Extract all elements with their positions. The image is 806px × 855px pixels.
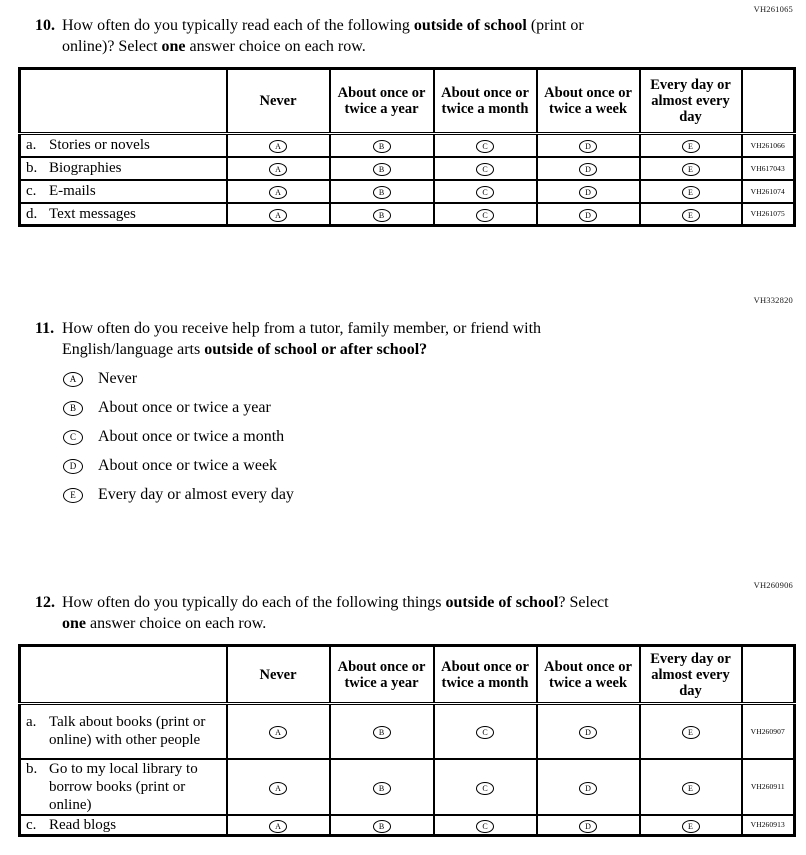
q12-row-c: [20, 815, 795, 836]
col-header-month: About once or twice a month: [434, 69, 537, 134]
choice-bubble-d[interactable]: D: [579, 726, 597, 739]
choice-bubble-e[interactable]: E: [682, 820, 700, 833]
question-10-text: [62, 15, 752, 57]
question-text-segment: ? Select: [558, 594, 609, 611]
question-text-bold: outside of school or after school?: [204, 341, 428, 358]
row-label: E-mails: [49, 183, 96, 199]
table-corner-cell: [20, 646, 227, 704]
col-header-month: About once or twice a month: [434, 646, 537, 704]
q11-option-never: [63, 371, 294, 387]
q10-accession-code: VH261065: [753, 4, 793, 14]
q12-response-table: [18, 644, 796, 837]
q12-row-b: [20, 759, 795, 815]
choice-bubble-d[interactable]: D: [579, 163, 597, 176]
question-10-number: 10.: [35, 17, 55, 34]
question-text-segment: How often do you typically read each of the following: [62, 17, 414, 34]
q11-options: [63, 371, 294, 516]
q12-header-row: [20, 646, 795, 704]
choice-bubble-c[interactable]: C: [63, 430, 83, 445]
choice-bubble-d[interactable]: D: [579, 820, 597, 833]
row-label-cell: [20, 157, 227, 180]
choice-bubble-e[interactable]: E: [682, 782, 700, 795]
choice-bubble-d[interactable]: D: [579, 782, 597, 795]
question-12-number: 12.: [35, 594, 55, 611]
question-12-text: [62, 592, 752, 634]
choice-bubble-e[interactable]: E: [682, 186, 700, 199]
choice-bubble-a[interactable]: A: [269, 820, 287, 833]
choice-bubble-e[interactable]: E: [682, 209, 700, 222]
row-accession-code: VH260907: [742, 704, 795, 759]
q11-option-month: [63, 429, 294, 445]
choice-bubble-a[interactable]: A: [269, 209, 287, 222]
choice-bubble-c[interactable]: C: [476, 163, 494, 176]
col-header-everyday: Every day or almost every day: [640, 646, 742, 704]
row-label-cell: [20, 704, 227, 759]
row-letter: c.: [26, 183, 37, 199]
choice-bubble-b[interactable]: B: [373, 163, 391, 176]
question-text-segment: English/language arts: [62, 341, 205, 358]
q10-row-c: [20, 180, 795, 203]
question-text-segment: How often do you receive help from a tutor, family member, or friend with: [62, 320, 542, 337]
choice-bubble-a[interactable]: A: [269, 186, 287, 199]
q10-row-a: [20, 134, 795, 157]
q11-option-everyday: [63, 487, 294, 503]
choice-bubble-d[interactable]: D: [579, 186, 597, 199]
question-11-number: 11.: [35, 320, 55, 337]
row-letter: a.: [26, 137, 37, 154]
q10-row-d: [20, 203, 795, 226]
q10-response-table: [18, 67, 796, 227]
choice-bubble-a[interactable]: A: [269, 140, 287, 153]
row-label: Text messages: [49, 205, 136, 222]
question-text-bold: one: [62, 615, 86, 632]
choice-bubble-d[interactable]: D: [63, 459, 83, 474]
choice-bubble-e[interactable]: E: [682, 726, 700, 739]
choice-bubble-a[interactable]: A: [269, 782, 287, 795]
row-accession-code: VH260913: [742, 815, 795, 836]
row-accession-code: VH261075: [742, 203, 795, 226]
option-label: About once or twice a month: [98, 428, 285, 445]
row-letter: d.: [26, 205, 38, 222]
choice-bubble-b[interactable]: B: [373, 726, 391, 739]
choice-bubble-b[interactable]: B: [373, 820, 391, 833]
row-letter: c.: [26, 816, 37, 833]
choice-bubble-a[interactable]: A: [63, 372, 83, 387]
choice-bubble-c[interactable]: C: [476, 726, 494, 739]
row-letter: b.: [26, 160, 38, 176]
choice-bubble-b[interactable]: B: [373, 782, 391, 795]
question-12: [35, 592, 752, 634]
option-label: About once or twice a week: [98, 457, 278, 474]
choice-bubble-e[interactable]: E: [682, 163, 700, 176]
q10-header-row: [20, 69, 795, 134]
choice-bubble-e[interactable]: E: [63, 488, 83, 503]
row-label-cell: [20, 759, 227, 815]
col-header-everyday: Every day or almost every day: [640, 69, 742, 134]
choice-bubble-c[interactable]: C: [476, 209, 494, 222]
choice-bubble-b[interactable]: B: [373, 140, 391, 153]
q12-accession-code: VH260906: [753, 580, 793, 590]
col-header-week: About once or twice a week: [537, 646, 640, 704]
question-text-segment: online)? Select: [62, 38, 162, 55]
row-label-cell: [20, 180, 227, 203]
question-10: [35, 15, 752, 57]
question-text-segment: answer choice on each row.: [185, 38, 366, 55]
choice-bubble-c[interactable]: C: [476, 140, 494, 153]
q12-row-a: [20, 704, 795, 759]
row-label-cell: [20, 134, 227, 157]
choice-bubble-c[interactable]: C: [476, 820, 494, 833]
choice-bubble-a[interactable]: A: [269, 726, 287, 739]
row-letter: a.: [26, 714, 37, 731]
col-header-week: About once or twice a week: [537, 69, 640, 134]
choice-bubble-e[interactable]: E: [682, 140, 700, 153]
col-header-never: Never: [227, 69, 330, 134]
question-text-bold: one: [161, 38, 186, 55]
question-text-segment: answer choice on each row.: [86, 615, 267, 632]
choice-bubble-d[interactable]: D: [579, 209, 597, 222]
choice-bubble-b[interactable]: B: [63, 401, 83, 416]
question-11: [35, 318, 752, 360]
choice-bubble-b[interactable]: B: [373, 209, 391, 222]
choice-bubble-d[interactable]: D: [579, 140, 597, 153]
table-corner-cell: [20, 69, 227, 134]
row-accession-code: VH261074: [742, 180, 795, 203]
row-accession-code: VH261066: [742, 134, 795, 157]
code-column-header: [742, 646, 795, 704]
q11-accession-code: VH332820: [753, 295, 793, 305]
question-text-segment: How often do you typically do each of the following things: [62, 594, 446, 611]
row-label: Go to my local library to borrow books (print or online): [49, 760, 198, 813]
row-accession-code: VH260911: [742, 759, 795, 815]
row-label: Biographies: [49, 160, 122, 176]
question-text-bold: outside of school: [445, 594, 559, 611]
row-accession-code: VH617043: [742, 157, 795, 180]
choice-bubble-b[interactable]: B: [373, 186, 391, 199]
question-text-segment: (print or: [526, 17, 584, 34]
code-column-header: [742, 69, 795, 134]
q11-option-year: [63, 400, 294, 416]
option-label: Never: [98, 370, 138, 387]
col-header-never: Never: [227, 646, 330, 704]
choice-bubble-c[interactable]: C: [476, 782, 494, 795]
question-text-bold: outside of school: [413, 17, 527, 34]
option-label: Every day or almost every day: [98, 486, 294, 503]
q11-option-week: [63, 458, 294, 474]
row-letter: b.: [26, 760, 38, 777]
col-header-year: About once or twice a year: [330, 646, 434, 704]
choice-bubble-c[interactable]: C: [476, 186, 494, 199]
q10-row-b: [20, 157, 795, 180]
row-label-cell: [20, 815, 227, 836]
row-label: Talk about books (print or online) with other people: [49, 714, 206, 749]
col-header-year: About once or twice a year: [330, 69, 434, 134]
choice-bubble-a[interactable]: A: [269, 163, 287, 176]
question-11-text: [62, 318, 752, 360]
row-label: Stories or novels: [49, 137, 150, 154]
row-label-cell: [20, 203, 227, 226]
option-label: About once or twice a year: [98, 399, 271, 416]
row-label: Read blogs: [49, 816, 117, 833]
